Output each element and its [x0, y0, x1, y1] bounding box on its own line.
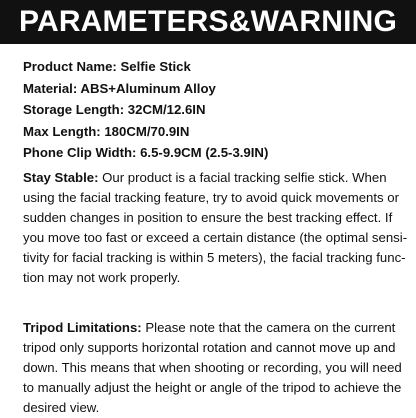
- spec-row-phone-clip-width: [23, 142, 403, 164]
- spec-row-storage-length: [23, 99, 403, 121]
- paragraph-line: you move too fast or exceed a certain distance (the optimal sensi-: [23, 230, 408, 245]
- paragraph-line: tripod only supports horizontal rotation and cannot move up and: [23, 340, 396, 355]
- paragraph-text: Our product is a facial tracking selfie stick. When: [98, 170, 387, 185]
- paragraph-line: to manually adjust the height or angle of the tripod to achieve the: [23, 380, 402, 395]
- tripod-limitations-paragraph: [23, 318, 400, 418]
- paragraph-line: tivity for facial tracking is within 5 meters), the facial tracking func-: [23, 250, 406, 265]
- spec-label: Storage Length:: [23, 102, 125, 117]
- spec-value: ABS+Aluminum Alloy: [80, 80, 216, 96]
- specs-list: [23, 56, 403, 164]
- stay-stable-heading: Stay Stable:: [23, 170, 99, 185]
- spec-value: 180CM/70.9IN: [104, 123, 190, 139]
- spec-row-material: [23, 78, 403, 100]
- spec-value: Selfie Stick: [120, 59, 191, 74]
- spec-label: Max Length:: [23, 123, 101, 139]
- spec-label: Product Name:: [23, 59, 117, 74]
- spec-row-max-length: [23, 121, 403, 143]
- paragraph-line: desired view.: [23, 400, 100, 415]
- spec-label: Phone Clip Width:: [23, 145, 137, 160]
- spec-row-product-name: [23, 56, 403, 78]
- paragraph-line: down. This means that when shooting or recording, you will need: [23, 360, 402, 375]
- paragraph-line: tion may not work properly.: [23, 270, 181, 285]
- paragraph-line: [23, 168, 400, 188]
- paragraph-line: sudden changes in position to ensure the best tracking effect. If: [23, 210, 393, 225]
- spec-label: Material:: [23, 80, 78, 96]
- spec-value: 32CM/12.6IN: [127, 102, 206, 117]
- paragraph-line: [23, 318, 400, 338]
- spec-value: 6.5-9.9CM (2.5-3.9IN): [140, 145, 269, 160]
- paragraph-line: using the facial tracking feature, try to avoid quick movements or: [23, 190, 400, 205]
- tripod-limitations-heading: Tripod Limitations:: [23, 320, 142, 335]
- header-bar: [0, 0, 416, 44]
- paragraph-text: Please note that the camera on the current: [141, 320, 396, 335]
- stay-stable-paragraph: [23, 168, 408, 288]
- page-title: PARAMETERS&WARNING: [18, 5, 398, 38]
